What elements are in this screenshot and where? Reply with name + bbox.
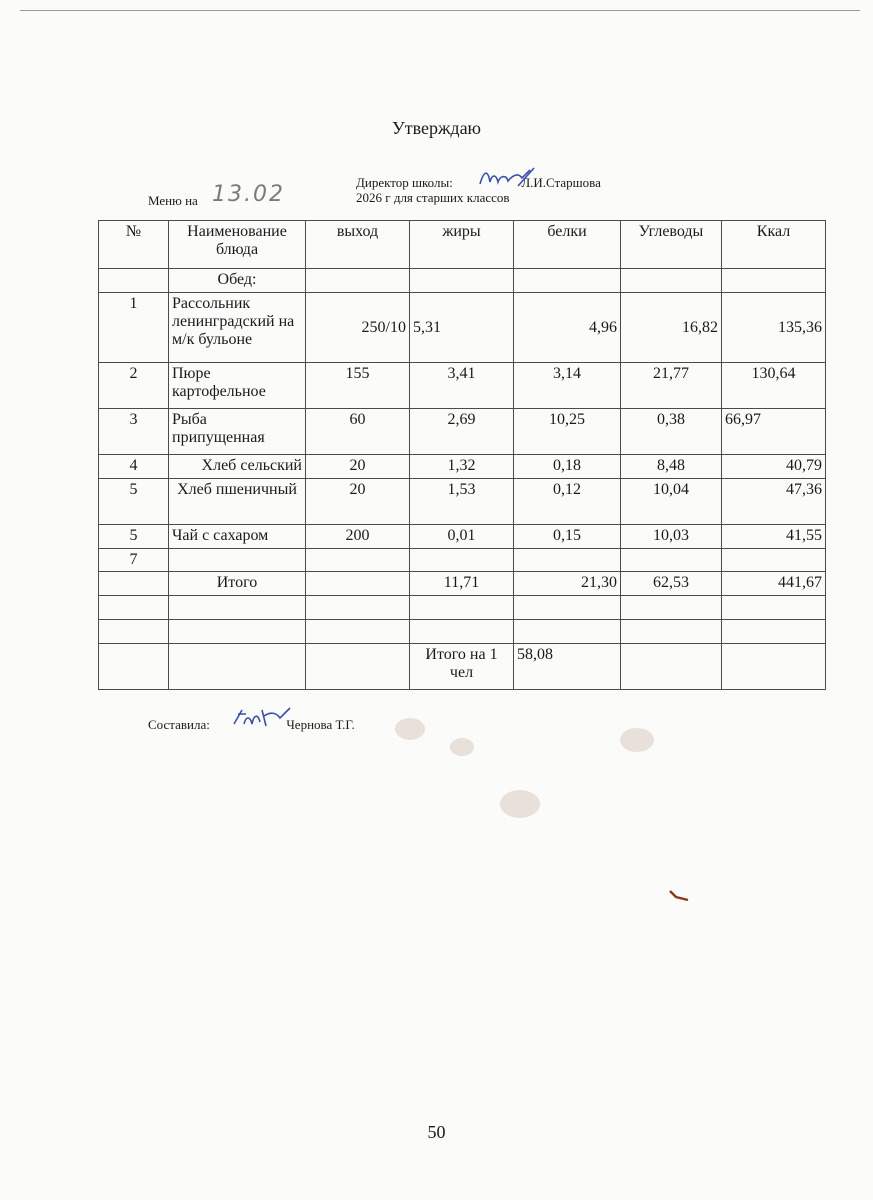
scan-stain [450, 738, 474, 756]
menu-date: 13.02 [212, 182, 285, 207]
red-mark-icon [668, 887, 694, 903]
menu-label: Меню на [148, 193, 198, 208]
header-cell: жиры [410, 221, 514, 269]
compiled-by [148, 717, 355, 733]
per-person-value: 58,08 [514, 644, 621, 690]
header-cell: белки [514, 221, 621, 269]
table-row: 1 Рассольник ленинградский на м/к бульоне 250/10 5,31 4,96 16,82 135,36 [99, 293, 826, 363]
table-row: 7 [99, 549, 826, 572]
header-cell: № [99, 221, 169, 269]
approve-title: Утверждаю [391, 118, 482, 138]
year-line: 2026 г для старших классов [356, 190, 510, 205]
scan-stain [395, 718, 425, 740]
table-row: 3 Рыба припущенная 60 2,69 10,25 0,38 66,97 [99, 409, 826, 455]
table-row: 5 Чай с сахаром 200 0,01 0,15 10,03 41,55 [99, 525, 826, 549]
menu-table [98, 220, 826, 690]
empty-row [99, 596, 826, 620]
per-person-label: Итого на 1 чел [410, 644, 514, 690]
per-person-row [99, 644, 826, 690]
total-row: Итого 11,71 21,30 62,53 441,67 [99, 572, 826, 596]
compiled-label: Составила: [148, 717, 210, 732]
scan-stain [500, 790, 540, 818]
total-label: Итого [169, 572, 306, 596]
table-row: 4 Хлеб сельский 20 1,32 0,18 8,48 40,79 [99, 455, 826, 479]
header-cell: выход [306, 221, 410, 269]
page-number: 50 [427, 1122, 446, 1142]
section-label: Обед: [169, 269, 306, 293]
table-row: 2 Пюре картофельное 155 3,41 3,14 21,77 130,64 [99, 363, 826, 409]
empty-row [99, 620, 826, 644]
signature-icon [478, 166, 538, 190]
director-name: Л.И.Старшова [521, 175, 601, 190]
director-label: Директор школы: [356, 175, 453, 190]
scan-stain [620, 728, 654, 752]
director-signature [478, 166, 538, 194]
header-cell: Ккал [722, 221, 826, 269]
scan-edge-line [20, 10, 860, 11]
section-row [99, 269, 826, 293]
header-cell: Наименование блюда [169, 221, 306, 269]
compiled-name: Чернова Т.Г. [286, 717, 355, 732]
table-row: 5 Хлеб пшеничный 20 1,53 0,12 10,04 47,36 [99, 479, 826, 525]
header-cell: Углеводы [621, 221, 722, 269]
table-header-row [99, 221, 826, 269]
